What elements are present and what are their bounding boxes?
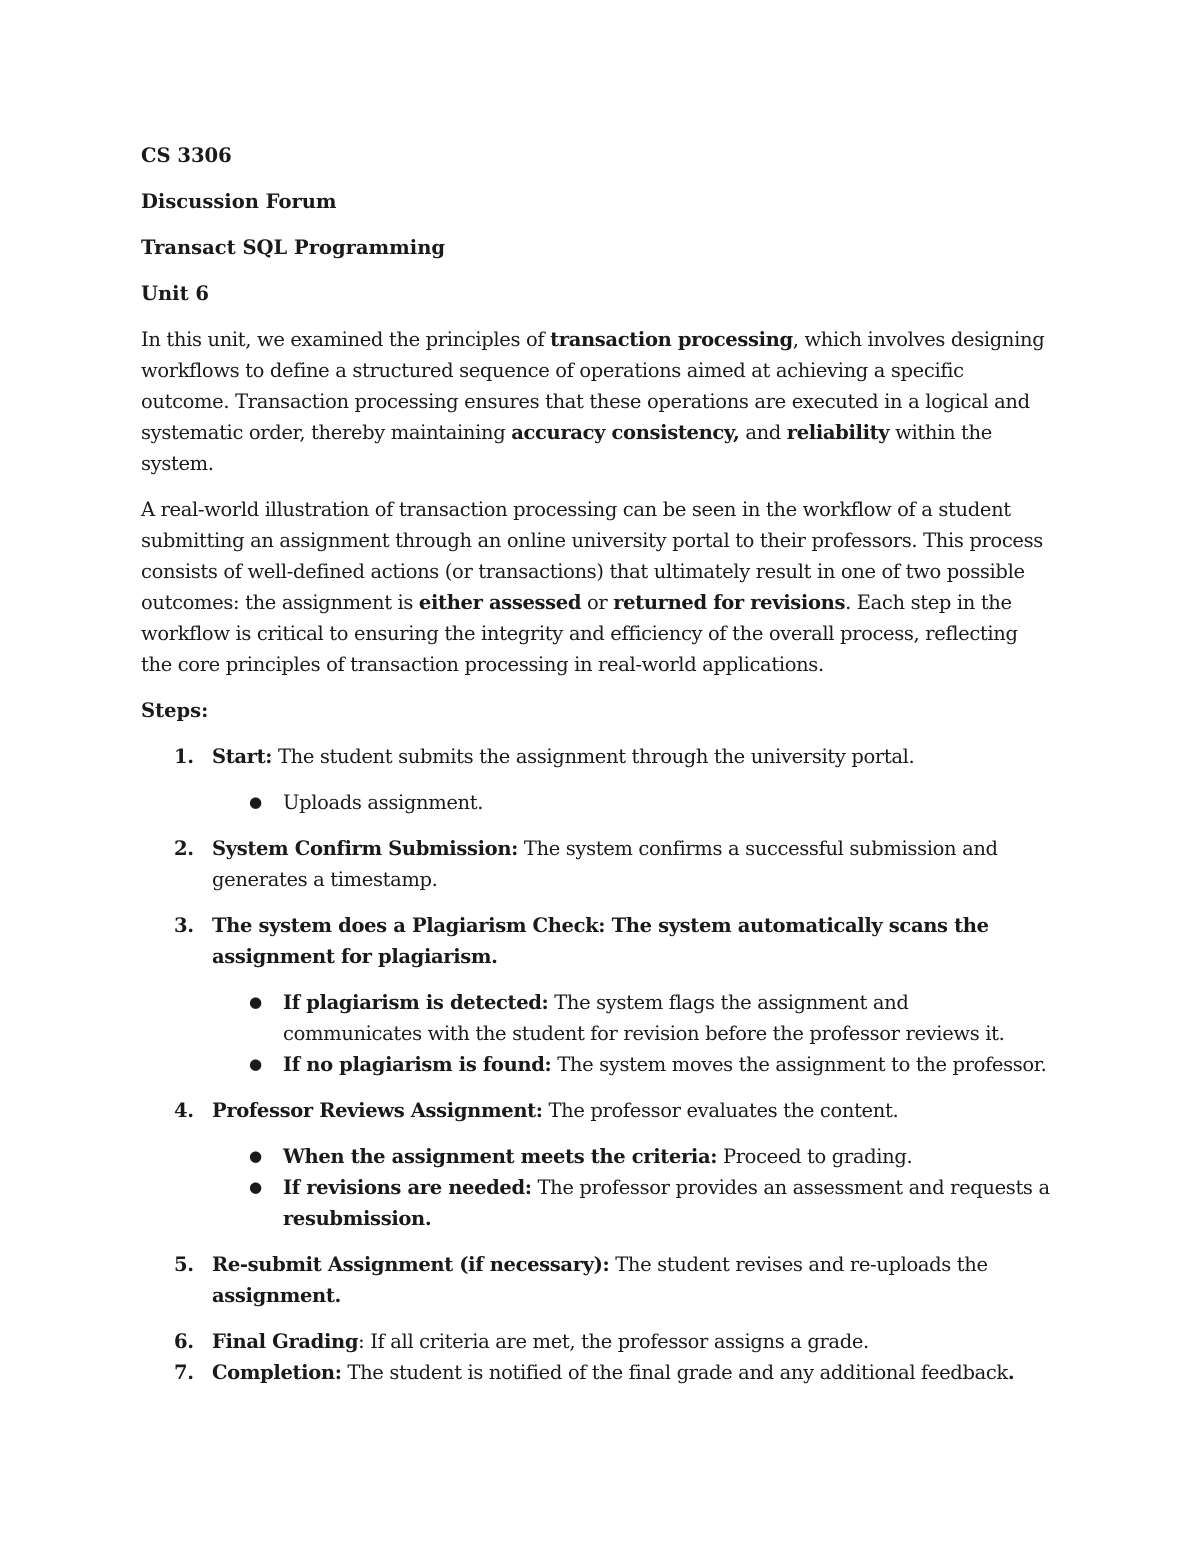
step-number: 4. [174,1099,194,1122]
sub-item [212,1172,1050,1234]
step-label: Final Grading [212,1330,359,1353]
sub-text: The system moves the assignment to the professor. [551,1053,1047,1076]
step-number: 3. [174,914,194,937]
sub-item [212,1049,1050,1080]
steps-heading: Steps: [141,699,209,722]
bullet-icon: ● [249,793,262,811]
step-bold-end: . [1007,1361,1015,1384]
sub-label: If revisions are needed: [283,1176,532,1199]
intro-paragraph: In this unit, we examined the principles of transaction processing, which involves designing workflows to define a structured sequence of operations aimed at achieving a specific outcome. Transaction processing ensures that these operations are executed in a logical and systematic order, thereby maintaining accuracy consistency, and reliability within the system. [141,328,1045,475]
step-item [141,1249,1050,1311]
emphasis: accuracy consistency, [511,421,740,444]
step-item [141,833,1050,895]
step-label: System Confirm Submission: [212,837,519,860]
step-label: Re-submit Assignment (if necessary): [212,1253,610,1276]
unit-title: Unit 6 [141,282,209,305]
emphasis: transaction processing [550,328,793,351]
step-item [141,1357,1050,1388]
example-paragraph: A real-world illustration of transaction processing can be seen in the workflow of a student submitting an assignment through an online university portal to their professors. This process consists of well-defined actions (or transactions) that ultimately result in one of two possible outcomes: the assignment is either assessed or returned for revisions. Each step in the workflow is critical to ensuring the integrity and efficiency of the overall process, reflecting the core principles of transaction processing in real-world applications. [141,498,1043,676]
sub-label: When the assignment meets the criteria: [283,1145,718,1168]
bullet-icon: ● [249,1147,262,1165]
sub-item [212,787,1050,818]
step-item [141,741,1050,818]
forum-title: Discussion Forum [141,190,337,213]
step-number: 2. [174,837,194,860]
bullet-icon: ● [249,1178,262,1196]
step-number: 6. [174,1330,194,1353]
bullet-icon: ● [249,1055,262,1073]
sub-text: The system flags the assignment and communicates with the student for revision before the professor reviews it. [283,991,1005,1045]
step-text: The student is notified of the final grade and any additional feedback [341,1361,1008,1384]
step-item [141,1326,1050,1357]
step-number: 7. [174,1361,194,1384]
step-label: Completion: [212,1361,342,1384]
step-item [141,1095,1050,1234]
topic-title: Transact SQL Programming [141,236,446,259]
sub-label: If plagiarism is detected: [283,991,549,1014]
sub-label: If no plagiarism is found: [283,1053,552,1076]
step-label: The system does a Plagiarism Check: The system automatically scans the assignment for plagiarism. [212,914,989,968]
step-text: The system confirms a successful submission and generates a timestamp. [212,837,998,891]
course-code: CS 3306 [141,144,232,167]
sub-text: The professor provides an assessment and requests a [531,1176,1050,1199]
emphasis: either assessed [418,591,582,614]
emphasis: reliability [786,421,890,444]
sub-list [212,1141,1050,1234]
step-bold-end: assignment. [212,1284,341,1307]
step-label: Start: [212,745,273,768]
step-text: The professor evaluates the content. [542,1099,899,1122]
sub-list [212,987,1050,1080]
steps-list [141,741,1050,1388]
step-text: The student submits the assignment through the university portal. [272,745,915,768]
step-text: The student revises and re-uploads the [609,1253,988,1276]
step-item [141,910,1050,1080]
step-label: Professor Reviews Assignment: [212,1099,543,1122]
sub-text: Proceed to grading. [717,1145,913,1168]
step-text: : If all criteria are met, the professor assigns a grade. [358,1330,869,1353]
sub-list [212,787,1050,818]
sub-item [212,987,1050,1049]
step-number: 1. [174,745,194,768]
step-number: 5. [174,1253,194,1276]
sub-bold-end: resubmission. [283,1207,432,1230]
bullet-icon: ● [249,993,262,1011]
emphasis: returned for revisions [613,591,846,614]
sub-text: Uploads assignment. [283,791,484,814]
sub-item [212,1141,1050,1172]
